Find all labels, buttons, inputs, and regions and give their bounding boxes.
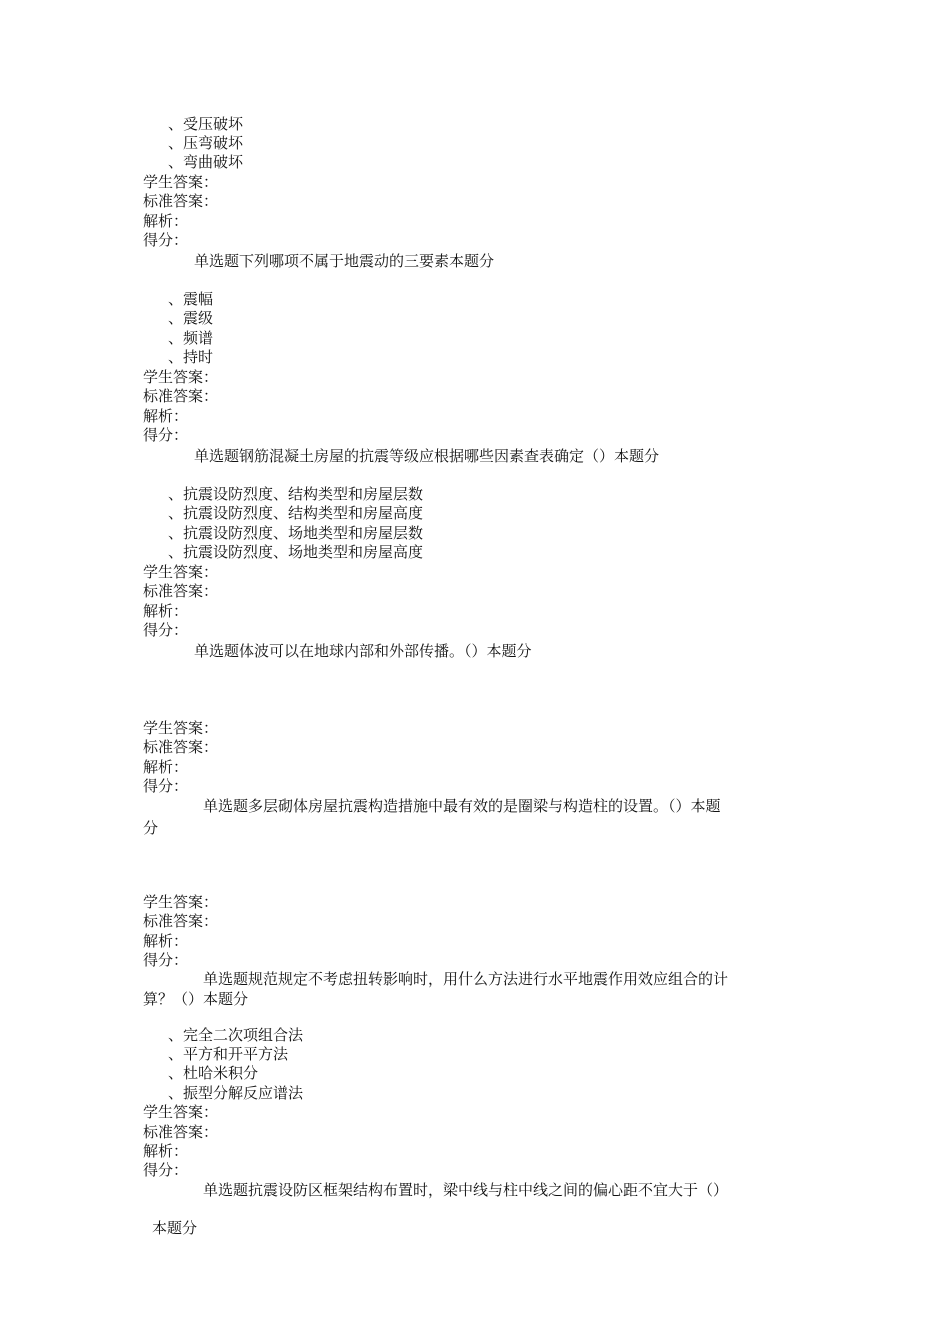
option-a: 、受压破坏: [168, 115, 244, 133]
score-label: 得分：: [143, 231, 189, 249]
analysis-label: 解析：: [143, 758, 189, 776]
option-a: 、抗震设防烈度、结构类型和房屋层数: [168, 485, 424, 503]
score-label: 得分：: [143, 951, 189, 969]
analysis-label: 解析：: [143, 602, 189, 620]
question-text: 单选题抗震设防区框架结构布置时，梁中线与柱中线之间的偏心距不宜大于（）: [203, 1181, 729, 1199]
standard-answer-label: 标准答案：: [143, 192, 219, 210]
question-text: 单选题规范规定不考虑扭转影响时，用什么方法进行水平地震作用效应组合的计: [203, 970, 729, 988]
analysis-label: 解析：: [143, 407, 189, 425]
standard-answer-label: 标准答案：: [143, 1123, 219, 1141]
option-b: 、压弯破坏: [168, 134, 244, 152]
standard-answer-label: 标准答案：: [143, 387, 219, 405]
score-label: 得分：: [143, 1161, 189, 1179]
standard-answer-label: 标准答案：: [143, 912, 219, 930]
student-answer-label: 学生答案：: [143, 368, 219, 386]
option-c: 、杜哈米积分: [168, 1064, 259, 1082]
question-text: 单选题体波可以在地球内部和外部传播。（）本题分: [194, 642, 532, 660]
option-d: 、抗震设防烈度、场地类型和房屋高度: [168, 543, 424, 561]
option-a: 、震幅: [168, 290, 214, 308]
option-c: 、频谱: [168, 329, 214, 347]
option-b: 、震级: [168, 309, 214, 327]
analysis-label: 解析：: [143, 932, 189, 950]
option-b: 、抗震设防烈度、结构类型和房屋高度: [168, 504, 424, 522]
question-text-continued: 算？（）本题分: [143, 990, 249, 1008]
question-text: 单选题多层砌体房屋抗震构造措施中最有效的是圈梁与构造柱的设置。（）本题: [203, 797, 721, 815]
analysis-label: 解析：: [143, 212, 189, 230]
standard-answer-label: 标准答案：: [143, 582, 219, 600]
question-text-continued: 本题分: [152, 1219, 198, 1237]
option-a: 、完全二次项组合法: [168, 1026, 304, 1044]
question-text-continued: 分: [143, 819, 159, 837]
option-c: 、抗震设防烈度、场地类型和房屋层数: [168, 524, 424, 542]
student-answer-label: 学生答案：: [143, 719, 219, 737]
option-c: 、弯曲破坏: [168, 153, 244, 171]
student-answer-label: 学生答案：: [143, 1103, 219, 1121]
score-label: 得分：: [143, 777, 189, 795]
option-d: 、持时: [168, 348, 214, 366]
option-d: 、振型分解反应谱法: [168, 1084, 304, 1102]
score-label: 得分：: [143, 426, 189, 444]
student-answer-label: 学生答案：: [143, 563, 219, 581]
analysis-label: 解析：: [143, 1142, 189, 1160]
question-text: 单选题下列哪项不属于地震动的三要素本题分: [194, 252, 495, 270]
standard-answer-label: 标准答案：: [143, 738, 219, 756]
question-text: 单选题钢筋混凝土房屋的抗震等级应根据哪些因素查表确定（）本题分: [194, 447, 660, 465]
student-answer-label: 学生答案：: [143, 173, 219, 191]
student-answer-label: 学生答案：: [143, 893, 219, 911]
option-b: 、平方和开平方法: [168, 1045, 289, 1063]
score-label: 得分：: [143, 621, 189, 639]
